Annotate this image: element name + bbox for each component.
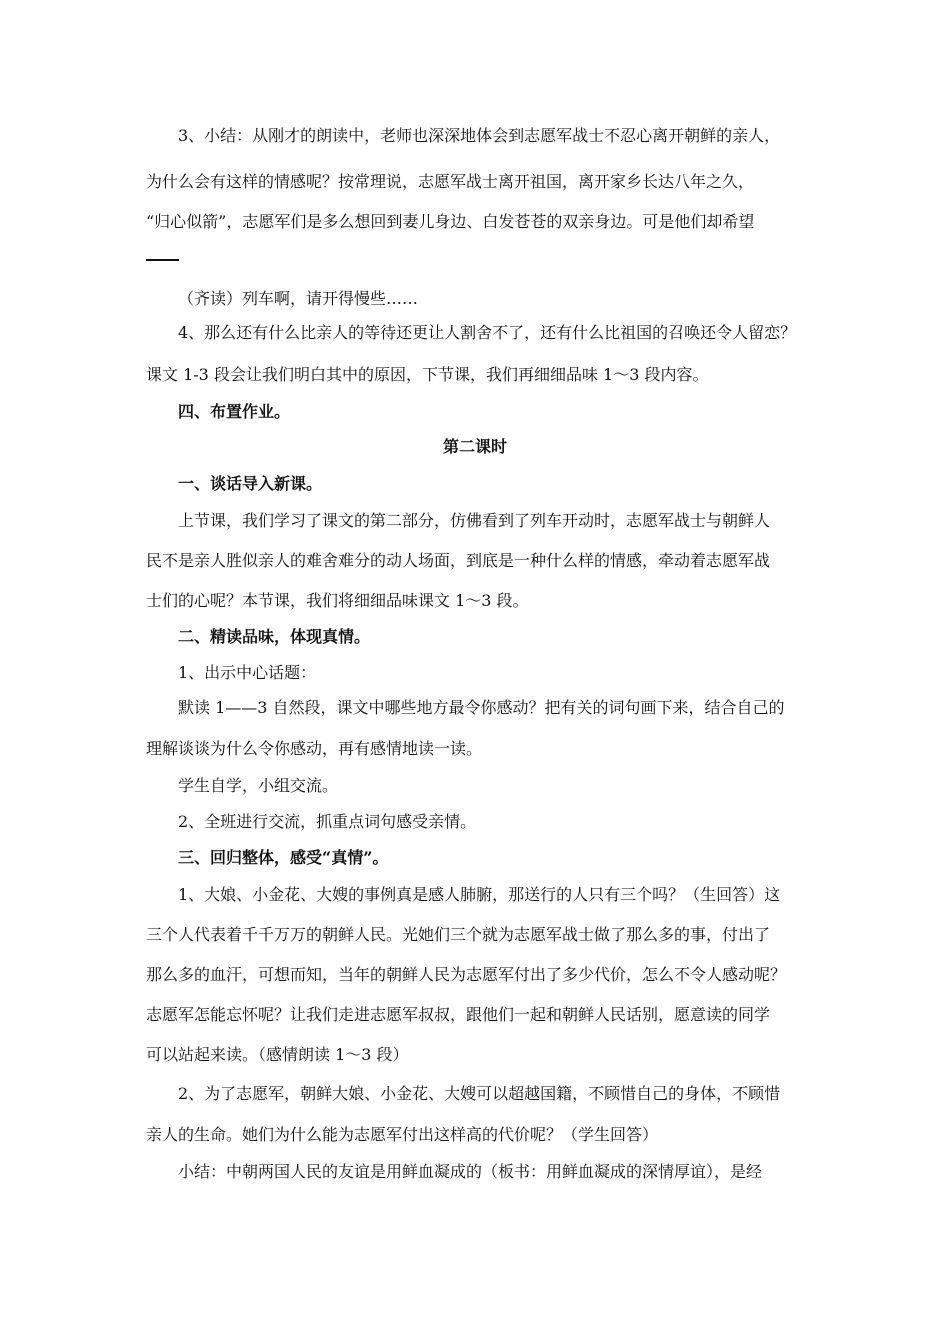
paragraph-line: 志愿军怎能忘怀呢？让我们走进志愿军叔叔，跟他们一起和朝鲜人民话别，愿意读的同学 bbox=[146, 1005, 771, 1024]
dash-line bbox=[146, 259, 179, 261]
paragraph-line: 士们的心呢？本节课，我们将细细品味课文 1～3 段。 bbox=[146, 591, 529, 610]
paragraph-line: 三个人代表着千千万万的朝鲜人民。光她们三个就为志愿军战士做了那么多的事，付出了 bbox=[146, 925, 771, 944]
paragraph-line: 上节课，我们学习了课文的第二部分，仿佛看到了列车开动时，志愿军战士与朝鲜人 bbox=[178, 511, 771, 530]
section-heading: 二、精读品味，体现真情。 bbox=[178, 627, 371, 646]
paragraph-line: 2、为了志愿军，朝鲜大娘、小金花、大嫂可以超越国籍，不顾惜自己的身体，不顾惜 bbox=[178, 1084, 781, 1103]
lesson-title: 第二课时 bbox=[442, 437, 507, 456]
paragraph-line: 亲人的生命。她们为什么能为志愿军付出这样高的代价呢？（学生回答） bbox=[146, 1125, 659, 1144]
paragraph-line: 为什么会有这样的情感呢？按常理说，志愿军战士离开祖国，离开家乡长达八年之久， bbox=[146, 172, 755, 191]
paragraph-line: “归心似箭”，志愿军们是多么想回到妻儿身边、白发苍苍的双亲身边。可是他们却希望 bbox=[146, 212, 755, 231]
paragraph-line: 3、小结：从刚才的朗读中，老师也深深地体会到志愿军战士不忍心离开朝鲜的亲人， bbox=[178, 126, 781, 145]
paragraph-line: 可以站起来读。（感情朗读 1～3 段） bbox=[146, 1045, 409, 1064]
paragraph-line: 理解谈谈为什么令你感动，再有感情地读一读。 bbox=[146, 739, 483, 758]
paragraph-line: 民不是亲人胜似亲人的难舍难分的动人场面，到底是一种什么样的情感，牵动着志愿军战 bbox=[146, 551, 771, 570]
paragraph-line: 1、出示中心话题： bbox=[178, 663, 317, 682]
paragraph-line: 小结：中朝两国人民的友谊是用鲜血凝成的（板书：用鲜血凝成的深情厚谊），是经 bbox=[178, 1162, 763, 1181]
paragraph-line: 1、大娘、小金花、大嫂的事例真是感人肺腑，那送行的人只有三个吗？（生回答）这 bbox=[178, 885, 781, 904]
paragraph-line: 2、全班进行交流，抓重点词句感受亲情。 bbox=[178, 812, 477, 831]
paragraph-line: 学生自学，小组交流。 bbox=[178, 776, 339, 795]
paragraph-line: 课文 1-3 段会让我们明白其中的原因，下节课，我们再细细品味 1～3 段内容。 bbox=[146, 365, 709, 384]
section-heading: 一、谈话导入新课。 bbox=[178, 474, 323, 493]
paragraph-line: 那么多的血汗，可想而知，当年的朝鲜人民为志愿军付出了多少代价，怎么不令人感动呢？ bbox=[146, 965, 787, 984]
paragraph-line: 4、那么还有什么比亲人的等待还更让人割舍不了，还有什么比祖国的召唤还令人留恋？ bbox=[178, 323, 797, 342]
section-heading: 四、布置作业。 bbox=[178, 402, 291, 421]
section-heading: 三、回归整体，感受“真情”。 bbox=[178, 848, 389, 867]
paragraph-line: （齐读）列车啊，请开得慢些…… bbox=[178, 289, 419, 308]
paragraph-line: 默读 1——3 自然段，课文中哪些地方最令你感动？把有关的词句画下来，结合自己的 bbox=[178, 698, 785, 717]
